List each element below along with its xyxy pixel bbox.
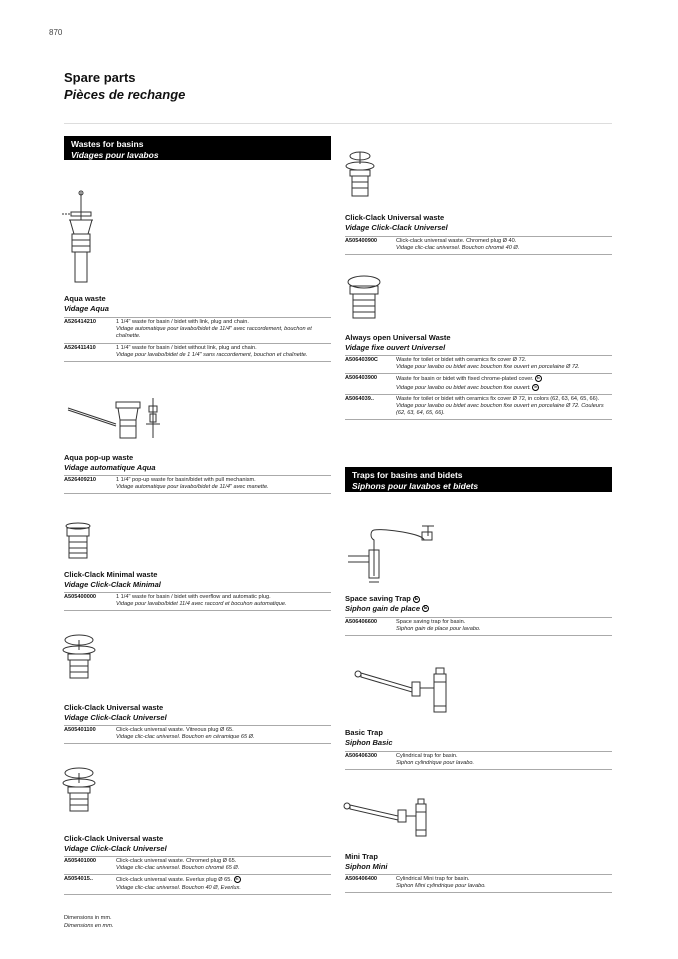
table-row (345, 237, 612, 255)
product-title (345, 728, 393, 747)
section-title-fr: Siphons pour lavabos et bidets (352, 480, 479, 491)
description: Cylindrical Mini trap for basin. (396, 876, 470, 882)
product-title (64, 294, 109, 313)
product-name-fr: Vidage Click-Clack Universel (345, 222, 448, 232)
product-title (345, 333, 451, 352)
article-code: A505400000 (64, 594, 97, 600)
product-name-fr: Vidage fixe ouvert Universel (345, 342, 446, 352)
description: Waste for toilet or bidet with ceramics fix cover Ø 72, in colors (62, 63, 64, 65, 66). (396, 395, 600, 402)
title-divider (64, 123, 612, 124)
table-row (345, 618, 612, 636)
table-row (64, 726, 331, 744)
product-title (64, 453, 156, 472)
table-row (345, 875, 612, 893)
article-code: A50640390C (345, 357, 378, 363)
product-name: Aqua pop-up waste (64, 453, 134, 462)
article-code: A506406300 (345, 753, 378, 759)
footer-note (64, 914, 113, 930)
everlux-icon: E (423, 605, 428, 612)
description-fr: Siphon cylindrique pour lavabo. (396, 760, 475, 767)
article-code: A505401000 (64, 858, 97, 864)
article-code: A506406400 (345, 876, 378, 882)
table-row (64, 593, 331, 611)
description-fr: Vidage clic-clac universel. Bouchon 40 Ø, Everlux. (116, 884, 241, 891)
product-name: Space saving Trap (345, 594, 411, 603)
product-name: Basic Trap (345, 728, 383, 737)
table-row (64, 476, 331, 494)
page-title: Spare parts (64, 70, 136, 85)
product-name: Mini Trap (345, 852, 378, 861)
product-name: Click-Clack Universal waste (345, 213, 445, 222)
description: 1 1/4" waste for basin / bidet with overflow and automatic plug. (116, 594, 271, 600)
product-table (64, 592, 331, 611)
article-code: A505400900 (345, 238, 378, 244)
product-title (64, 570, 161, 589)
description-fr: Siphon gain de place pour lavabo. (396, 626, 481, 633)
description: Waste for toilet or bidet with ceramics fix cover Ø 72. (396, 357, 527, 363)
product-title (345, 594, 429, 613)
product-name-fr: Siphon gain de place (345, 603, 421, 613)
section-title-fr: Vidages pour lavabos (71, 149, 159, 160)
always-open-waste-image (344, 274, 384, 324)
product-table (64, 856, 331, 895)
table-row (345, 395, 612, 421)
description-fr: Vidage automatique pour lavabo/bidet de 11/4" avec raccordement, bouchon et chaînette. (116, 326, 312, 340)
section-title: Traps for basins and bidets (352, 470, 463, 480)
description: Click-clack universal waste. Vitreous plug Ø 65. (116, 727, 234, 733)
footer-text-fr: Dimensions en mm. (64, 923, 114, 929)
page-number: 870 (49, 28, 63, 37)
product-name-fr: Vidage Click-Clack Minimal (64, 579, 161, 589)
description-fr: Siphon Mini cylindrique pour lavabo. (396, 883, 486, 890)
description-fr: Vidage clic-clac universel. Bouchon chromé 40 Ø. (396, 245, 520, 252)
everlux-icon: E (536, 375, 541, 382)
space-saving-trap-image (344, 520, 434, 588)
product-name: Click-Clack Universal waste (64, 703, 164, 712)
description: 1 1/4" pop-up waste for basin/bidet with pull mechanism. (116, 477, 256, 483)
description: Space saving trap for basin. (396, 619, 466, 625)
product-name-fr: Siphon Basic (345, 737, 393, 747)
description: Waste for basin or bidet with fixed chrome-plated cover. (396, 376, 534, 383)
description-fr: Vidage pour lavabo ou bidet avec bouchon fixe ouvert en porcelaine Ø 72. (396, 364, 580, 371)
product-name: Always open Universal Waste (345, 333, 451, 342)
article-code: A526409210 (64, 477, 97, 483)
popup-waste-image (64, 394, 168, 444)
table-row (345, 752, 612, 770)
table-row (64, 344, 331, 362)
universal-waste-image (60, 765, 98, 815)
description-fr: Vidage pour lavabo/bidet de 1 1/4" sans raccordement, bouchon et chaînette. (116, 351, 308, 358)
product-table (64, 475, 331, 494)
description: 1 1/4" waste for basin / bidet without link, plug and chain. (116, 344, 257, 351)
product-name-fr: Vidage Aqua (64, 303, 109, 313)
minimal-waste-image (62, 520, 94, 562)
article-code: A526414210 (64, 319, 97, 325)
article-code: A506403900 (345, 375, 378, 382)
product-name-fr: Siphon Mini (345, 861, 388, 871)
universal-waste-image (340, 148, 380, 204)
product-name: Click-Clack Universal waste (64, 834, 164, 843)
product-table (64, 725, 331, 744)
product-title (345, 213, 448, 232)
section-header-wastes (64, 136, 331, 160)
description-fr: Vidage clic-clac universel. Bouchon en céramique 65 Ø. (116, 734, 255, 741)
product-table (64, 317, 331, 362)
table-row (345, 356, 612, 374)
description-fr: Vidage clic-clac universel. Bouchon chromé 65 Ø. (116, 865, 240, 872)
section-title: Wastes for basins (71, 139, 144, 149)
product-name: Aqua waste (64, 294, 106, 303)
product-name-fr: Vidage Click-Clack Universel (64, 843, 167, 853)
everlux-icon: E (235, 876, 239, 883)
description-fr: Vidage pour lavabo ou bidet avec bouchon fixe ouvert. (396, 384, 531, 391)
article-code: A505401100 (64, 727, 96, 733)
aqua-waste-image (58, 190, 104, 286)
product-table (345, 751, 612, 770)
product-name-fr: Vidage automatique Aqua (64, 462, 156, 472)
product-title (64, 834, 167, 853)
product-name-fr: Vidage Click-Clack Universel (64, 712, 167, 722)
article-code: A506406600 (345, 619, 378, 625)
description: Click-clack universal waste. Chromed plug Ø 40. (396, 238, 517, 244)
mini-trap-image (342, 796, 438, 840)
table-row (64, 875, 331, 894)
description-fr: Vidage pour lavabo ou bidet avec bouchon fixe ouvert en porcelaine Ø 72. Couleurs (62, 63, 64, 65, 66). (396, 402, 604, 417)
product-name: Click-Clack Minimal waste (64, 570, 158, 579)
section-header-traps (345, 467, 612, 492)
footer-text: Dimensions in mm. (64, 915, 112, 921)
product-table (345, 236, 612, 255)
product-title (64, 703, 167, 722)
description-fr: Vidage pour lavabo/bidet 11/4 avec raccord et bocuhon automatique. (116, 601, 287, 608)
product-table (345, 355, 612, 420)
description: Cylindrical trap for basin. (396, 753, 458, 759)
table-row (64, 857, 331, 875)
description: Click-clack universal waste. Everlux plug Ø 65. (116, 877, 232, 884)
page-title-fr: Pièces de rechange (64, 87, 186, 102)
description-fr: Vidage automatique pour lavabo/bidet de 11/4" avec manette. (116, 484, 269, 491)
universal-waste-image (60, 632, 98, 682)
article-code: A5064039.. (345, 395, 374, 402)
table-row (64, 318, 331, 344)
everlux-icon: E (534, 383, 538, 390)
product-title (345, 852, 388, 871)
description: 1 1/4" waste for basin / bidet with link, plug and chain. (116, 319, 249, 325)
product-table (345, 874, 612, 893)
description: Click-clack universal waste. Chromed plug Ø 65. (116, 858, 237, 864)
everlux-icon: E (414, 595, 419, 602)
product-table (345, 617, 612, 636)
article-code: A526411410 (64, 344, 96, 351)
table-row (345, 374, 612, 394)
basic-trap-image (352, 664, 460, 716)
article-code: A5054015.. (64, 876, 93, 883)
